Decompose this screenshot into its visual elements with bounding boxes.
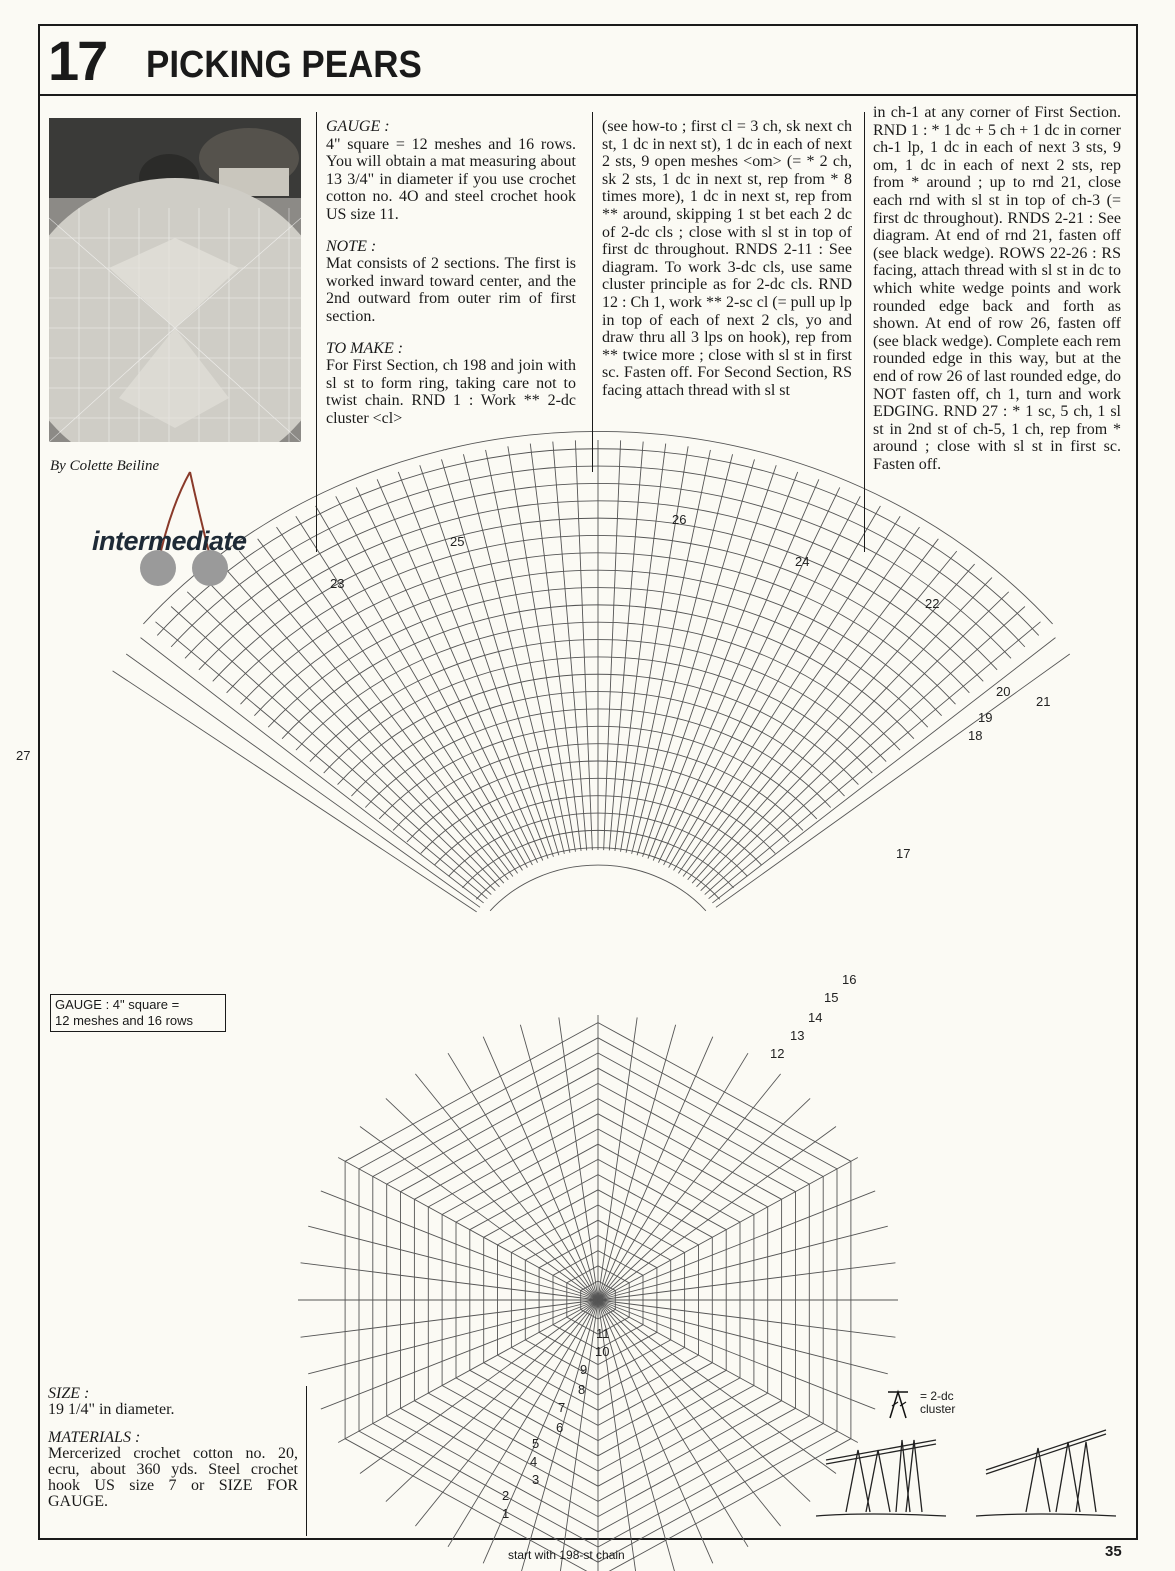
row-label-6: 6 [556,1420,564,1435]
row-label-22: 22 [925,596,940,611]
materials-text: Mercerized crochet cotton no. 20, ecru, about 360 yds. Steel crochet hook US size 7 or SIZE FOR GAUGE. [48,1445,298,1510]
make-heading: TO MAKE : [326,339,404,357]
row-label-2: 2 [502,1488,510,1503]
row-label-25: 25 [450,534,465,549]
page-number: 35 [1105,1543,1122,1560]
row-label-9: 9 [580,1362,588,1377]
materials-heading: MATERIALS : [48,1429,141,1446]
column-divider [864,112,865,552]
note-text: Mat consists of 2 sections. The first is worked inward toward center, and the 2nd outward from outer rim of first section. [326,255,576,325]
row-label-27: 27 [16,748,31,763]
legend-line-2: cluster [920,1402,956,1416]
row-label-17: 17 [896,846,911,861]
make-text-3: in ch-1 at any corner of First Section. RND 1 : * 1 dc + 5 ch + 1 dc in corner ch-1 lp, 1 dc in each of next 3 sts, 9 om, 1 dc in each of next 2 sts, rep from * around ; up to rnd 21, close each rnd with sl st in top of ch-3 (= first dc throughout). RNDS 2-21 : See diagram. At end of rnd 21, fasten off (see black wedge). ROWS 22-26 : RS facing, attach thread with sl st in dc to which white wedge points and work rounded edge back and forth as shown. At end of row 26, fasten off (see black wedge). Complete each rem rounded edge in this way, but at the end of row 26 of last rounded edge, do NOT fasten off, ch 1, turn and work EDGING. RND 27 : * 1 sc, 5 ch, 1 sl st in 2nd st of ch-5, 1 ch, rep from * around ; close with sl st in first sc. Fasten off. [873,104,1121,473]
make-text-1: For First Section, ch 198 and join with sl st to form ring, taking care not to twist chain. RND 1 : Work ** 2-dc cluster <cl> [326,357,576,427]
size-divider [306,1386,307,1536]
gauge-box-line-2: 12 meshes and 16 rows [55,1013,194,1028]
note-heading: NOTE : [326,237,377,255]
make-text-2: (see how-to ; first cl = 3 ch, sk next ch st, 1 dc in next st), 1 dc in each of next 2 sts, 9 open meshes <om> (= * 2 ch, sk 2 sts, 1 dc in next st, rep from * 8 times more), 1 dc in next st, rep from ** around, skipping 1 st bet each 2 dc of 2-dc cls ; close with sl st in top of first dc throughout. RNDS 2-11 : See diagram. To work 3-dc cls, use same cluster principle as for 2-dc cls. RND 12 : Ch 1, work ** 2-sc cl (= pull up lp in top of each of next 2 cls, yo and draw thru all 3 lps on hook), rep from ** twice more ; close with sl st in first sc. Fasten off. For Second Section, RS facing attach thread with sl st [602,118,852,399]
row-label-16: 16 [842,972,857,987]
size-materials-block [48,1386,298,1510]
row-label-13: 13 [790,1028,805,1043]
row-label-3: 3 [532,1472,540,1487]
legend-line-1: = 2-dc [920,1389,954,1403]
row-label-4: 4 [530,1454,538,1469]
gauge-text: 4" square = 12 meshes and 16 rows. You will obtain a mat measuring about 13 3/4" in diameter if you use crochet cotton no. 4O and steel crochet hook US size 11. [326,135,576,223]
row-label-10: 10 [595,1344,610,1359]
row-label-7: 7 [558,1400,566,1415]
row-label-20: 20 [996,684,1011,699]
gauge-heading: GAUGE : [326,118,390,135]
size-text: 19 1/4" in diameter. [48,1401,175,1418]
row-label-24: 24 [795,554,810,569]
instructions-column-3 [873,104,1121,473]
byline: By Colette Beiline [50,458,160,474]
row-label-12: 12 [770,1046,785,1061]
row-label-19: 19 [978,710,993,725]
gauge-box-line-1: GAUGE : 4" square = [55,997,180,1012]
pattern-title: PICKING PEARS [146,44,422,86]
row-label-23: 23 [330,576,345,591]
photo-image [49,118,301,442]
doily-photo [49,118,301,442]
row-label-5: 5 [532,1436,540,1451]
size-heading: SIZE : [48,1385,90,1402]
how-to-illustration [806,1420,1126,1520]
row-label-1: 1 [502,1506,510,1521]
instructions-column-2 [602,118,852,400]
row-label-14: 14 [808,1010,823,1025]
legend-label [920,1390,955,1416]
row-label-15: 15 [824,990,839,1005]
row-label-8: 8 [578,1382,586,1397]
cluster-symbol-icon [886,1388,916,1420]
start-caption: start with 198-st chain [508,1548,625,1562]
pattern-number: 17 [48,29,107,92]
row-label-21: 21 [1036,694,1051,709]
difficulty-level: intermediate [92,526,247,556]
column-divider [316,112,317,552]
column-divider [592,112,593,472]
row-label-26: 26 [672,512,687,527]
row-label-11: 11 [596,1326,610,1341]
instructions-column-1 [326,118,576,428]
gauge-box [50,994,226,1032]
row-label-18: 18 [968,728,983,743]
